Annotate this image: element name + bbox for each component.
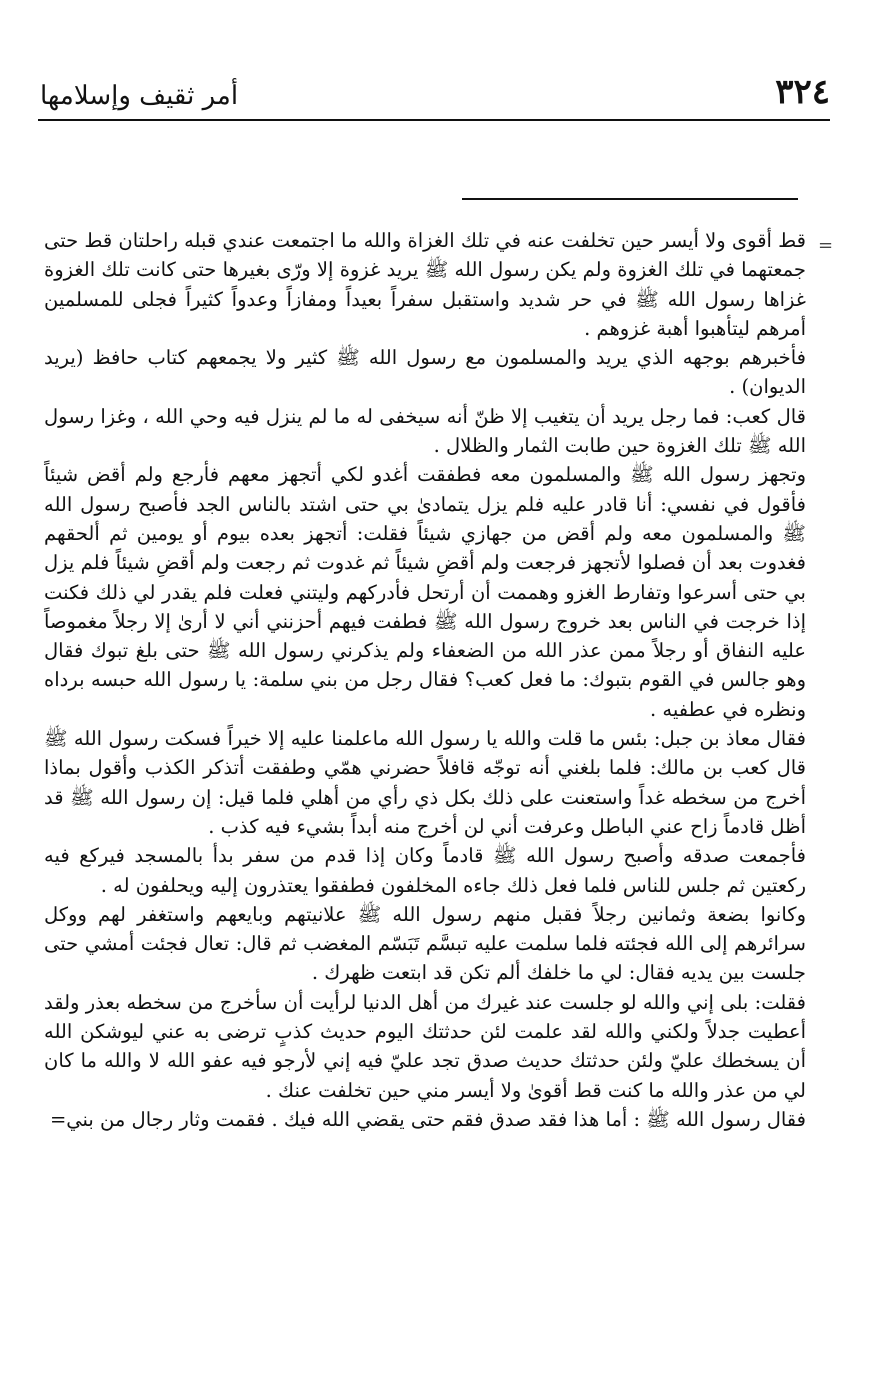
paragraph: فقال رسول الله ﷺ : أما هذا فقد صدق فقم حتى يقضي الله فيك . فقمت وثار رجال من بني= [49, 1107, 806, 1131]
continuation-mark: = [818, 235, 834, 256]
paragraph: قط أقوى ولا أيسر حين تخلفت عنه في تلك الغزاة والله ما اجتمعت عندي قبله راحلتان قط حتى جمعتهما في تلك الغزوة ولم يكن رسول الله ﷺ يريد غزوة إلا ورّى بغيرها حتى كانت تلك الغزوة غزاها رسول الله ﷺ في حر شديد واستقبل سفراً بعيداً ومفازاً وعدواً كثيراً فجلى للمسلمين أمرهم ليتأهبوا أهبة غزوهم . [43, 229, 806, 340]
paragraph: وتجهز رسول الله ﷺ والمسلمون معه فطفقت أغدو لكي أتجهز معهم فأرجع ولم أقض شيئاً فأقول في نفسي: أنا قادر عليه فلم يزل يتمادىٰ بي حتى اشتد بالناس الجد فأصبح رسول الله ﷺ والمسلمون معه ولم أقض من جهازي شيئاً فقلت: أتجهز بعده بيوم أو يومين ثم ألحقهم فغدوت بعد أن فصلوا لأتجهز فرجعت ولم أقضِ شيئاً ثم غدوت ثم رجعت ولم أقضِ شيئاً فلم يزل بي حتى أسرعوا وتفارط الغزو وهممت أن أرتحل فأدركهم وليتني فعلت فلم يقدر لي ذلك فكنت إذا خرجت في الناس بعد خروج رسول الله ﷺ فطفت فيهم أحزنني أني لا أرىٰ إلا رجلاً مغموصاً عليه النفاق أو رجلاً ممن عذر الله من الضعفاء ولم يذكرني رسول الله ﷺ حتى بلغ تبوك فقال وهو جالس في القوم بتبوك: ما فعل كعب؟ فقال رجل من بني سلمة: يا رسول الله حبسه برداه ونظره في عطفيه . [44, 463, 806, 721]
page-header [40, 72, 830, 118]
paragraph: فقال معاذ بن جبل: بئس ما قلت والله يا رسول الله ماعلمنا عليه إلا خيراً فسكت رسول الله ﷺ قال كعب بن مالك: فلما بلغني أنه توجّه قافلاً حضرني همّي وطفقت أتذكر الكذب وأقول بماذا أخرج من سخطه غداً واستعنت على ذلك بكل ذي رأي من أهلي فلما قيل: إن رسول الله ﷺ قد أظل قادماً زاح عني الباطل وعرفت أني لن أخرج منه أبداً بشيء فيه كذب . [44, 727, 806, 838]
paragraph: فقلت: بلى إني والله لو جلست عند غيرك من أهل الدنيا لرأيت أن سأخرج من سخطه بعذر ولقد أعطيت جدلاً ولكني والله لقد علمت لئن حدثتك اليوم حديث كذبٍ ترضى به عني ليوشكن الله أن يسخطك عليّ ولئن حدثتك حديث صدق تجد عليّ فيه إني لأرجو فيه عفو الله لا والله ما كان لي من عذر والله ما كنت قط أقوىٰ ولا أيسر مني حين تخلفت عنك . [44, 990, 806, 1102]
paragraph: قال كعب: فما رجل يريد أن يتغيب إلا ظنّ أنه سيخفى له ما لم ينزل فيه وحي الله ، وغزا رسول الله ﷺ تلك الغزوة حين طابت الثمار والظلال . [44, 404, 806, 458]
body-text [44, 226, 806, 1134]
running-title: أمر ثقيف وإسلامها [40, 81, 239, 111]
page-number: ٣٢٤ [775, 72, 830, 112]
footnote-separator-rule [462, 198, 798, 200]
paragraph: وكانوا بضعة وثمانين رجلاً فقبل منهم رسول الله ﷺ علانيتهم وبايعهم واستغفر لهم ووكل سرائرهم إلى الله فجئته فلما سلمت عليه تبسَّم تَبَسّم المغضب ثم قال: تعال فجئت أمشي حتى جلست بين يديه فقال: لي ما خلفك ألم تكن قد ابتعت ظهرك . [44, 902, 806, 985]
paragraph: فأخبرهم بوجهه الذي يريد والمسلمون مع رسول الله ﷺ كثير ولا يجمعهم كتاب حافظ (يريد الديوان) . [44, 346, 806, 399]
header-rule [38, 119, 830, 121]
paragraph: فأجمعت صدقه وأصبح رسول الله ﷺ قادماً وكان إذا قدم من سفر بدأ بالمسجد فيركع فيه ركعتين ثم جلس للناس فلما فعل ذلك جاءه المخلفون فطفقوا يعتذرون إليه ويحلفون له . [44, 844, 806, 897]
